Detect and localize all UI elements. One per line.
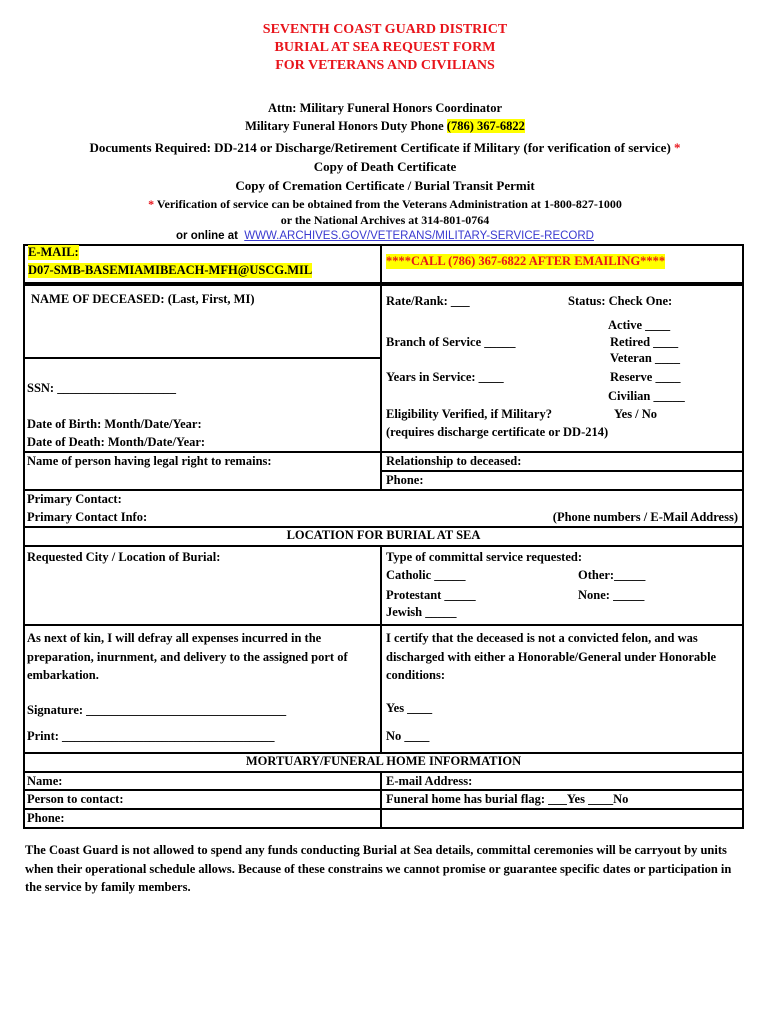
primary-contact-label: Primary Contact: bbox=[27, 492, 122, 506]
docs-required-text: Documents Required: DD-214 or Discharge/Retirement Certificate if Military (for verification of service) bbox=[89, 140, 671, 155]
asterisk: * bbox=[148, 197, 155, 211]
relationship-label: Relationship to deceased: bbox=[386, 454, 522, 468]
mortuary-name-label: Name: bbox=[27, 774, 63, 788]
certify-no[interactable]: No ____ bbox=[386, 729, 430, 743]
primary-info-hint: (Phone numbers / E-Mail Address) bbox=[552, 510, 738, 524]
title-line2: BURIAL AT SEA REQUEST FORM bbox=[274, 40, 496, 55]
committal-box[interactable] bbox=[380, 545, 744, 626]
kin-statement: As next of kin, I will defray all expenses incurred in the preparation, inurnment, and delivery to the assigned port of embarkation. bbox=[27, 631, 348, 682]
online-line bbox=[0, 228, 770, 243]
option-jewish[interactable]: Jewish _____ bbox=[386, 605, 457, 619]
duty-phone-line bbox=[0, 119, 770, 134]
mortuary-email-box[interactable] bbox=[380, 771, 744, 791]
burial-flag-box[interactable] bbox=[380, 789, 744, 810]
mortuary-person-box[interactable] bbox=[23, 789, 382, 810]
verify-line1 bbox=[0, 197, 770, 212]
burial-flag-label: Funeral home has burial flag: ___Yes ____No bbox=[386, 792, 629, 806]
status-civilian[interactable]: Civilian _____ bbox=[608, 389, 685, 403]
email-address[interactable]: D07-SMB-BASEMIAMIBEACH-MFH@USCG.MIL bbox=[28, 263, 313, 277]
title-line1: SEVENTH COAST GUARD DISTRICT bbox=[262, 22, 508, 37]
certify-statement: I certify that the deceased is not a convicted felon, and was discharged with either a Honorable/General under Honorable conditions: bbox=[386, 631, 717, 682]
mortuary-email-label: E-mail Address: bbox=[386, 774, 473, 788]
title-line3: FOR VETERANS AND CIVILIANS bbox=[275, 58, 495, 73]
mortuary-header-text: MORTUARY/FUNERAL HOME INFORMATION bbox=[245, 754, 522, 768]
legal-box[interactable] bbox=[23, 451, 382, 491]
duty-phone-label: Military Funeral Honors Duty Phone bbox=[245, 119, 444, 133]
mortuary-phone-box[interactable] bbox=[23, 808, 382, 829]
rank-label: Rate/Rank: ___ bbox=[386, 294, 470, 308]
eligibility-label: Eligibility Verified, if Military? bbox=[386, 407, 552, 421]
doc-cremation-certificate: Copy of Cremation Certificate / Burial Transit Permit bbox=[235, 178, 535, 193]
next-of-kin-box bbox=[23, 624, 382, 754]
attn: Attn: Military Funeral Honors Coordinator bbox=[267, 101, 502, 115]
primary-info-label: Primary Contact Info: bbox=[27, 510, 148, 524]
option-none[interactable]: None: _____ bbox=[578, 588, 645, 602]
verify-text: Verification of service can be obtained from the Veterans Administration at 1-800-827-1000 bbox=[156, 197, 622, 211]
dob-label: Date of Birth: Month/Date/Year: bbox=[27, 417, 202, 431]
status-veteran[interactable]: Veteran ____ bbox=[610, 351, 681, 365]
online-label: or online at bbox=[176, 230, 238, 242]
mortuary-person-label: Person to contact: bbox=[27, 792, 124, 806]
verify-line2: or the National Archives at 314-801-0764 bbox=[280, 213, 490, 227]
city-label: Requested City / Location of Burial: bbox=[27, 550, 221, 564]
mortuary-phone-label: Phone: bbox=[27, 811, 65, 825]
empty-box bbox=[380, 808, 744, 829]
doc-death-certificate: Copy of Death Certificate bbox=[313, 159, 457, 174]
footer-note: The Coast Guard is not allowed to spend any funds conducting Burial at Sea details, committal ceremonies will be carryout by units when their operational schedule allows. Because of these constrains we cannot promise or guarantee specific dates or participation in the service by family members. bbox=[25, 843, 732, 894]
ssn-label: SSN: ___________________ bbox=[27, 381, 176, 395]
option-catholic[interactable]: Catholic _____ bbox=[386, 568, 466, 582]
docs-required bbox=[0, 140, 770, 156]
email-box bbox=[23, 244, 382, 284]
certify-box bbox=[380, 624, 744, 754]
mortuary-header bbox=[23, 752, 744, 773]
eligibility-yes-no[interactable]: Yes / No bbox=[614, 407, 658, 421]
status-retired[interactable]: Retired ____ bbox=[610, 335, 679, 349]
service-box[interactable] bbox=[380, 284, 744, 453]
dod-label: Date of Death: Month/Date/Year: bbox=[27, 435, 206, 449]
legal-phone-label: Phone: bbox=[386, 473, 424, 487]
option-other[interactable]: Other:_____ bbox=[578, 568, 646, 582]
archives-link[interactable]: WWW.ARCHIVES.GOV/VETERANS/MILITARY-SERVICE-RECORD bbox=[244, 230, 594, 242]
status-active[interactable]: Active ____ bbox=[608, 318, 671, 332]
deceased-name-label: NAME OF DECEASED: (Last, First, MI) bbox=[31, 292, 255, 306]
signature-field[interactable]: Signature: ________________________________ bbox=[27, 703, 287, 717]
legal-name-label: Name of person having legal right to remains: bbox=[27, 454, 272, 468]
primary-contact-box[interactable] bbox=[23, 489, 744, 528]
committal-type-label: Type of committal service requested: bbox=[386, 550, 583, 564]
eligibility-note: (requires discharge certificate or DD-214) bbox=[386, 425, 609, 439]
location-header-text: LOCATION FOR BURIAL AT SEA bbox=[286, 528, 481, 542]
status-reserve[interactable]: Reserve ____ bbox=[610, 370, 681, 384]
city-box[interactable] bbox=[23, 545, 382, 626]
years-label: Years in Service: ____ bbox=[386, 370, 504, 384]
certify-yes[interactable]: Yes ____ bbox=[386, 701, 433, 715]
option-protestant[interactable]: Protestant _____ bbox=[386, 588, 476, 602]
legal-phone-box[interactable] bbox=[380, 470, 744, 491]
location-header bbox=[23, 526, 744, 547]
branch-label: Branch of Service _____ bbox=[386, 335, 516, 349]
relationship-box[interactable] bbox=[380, 451, 744, 472]
ssn-dates-box[interactable] bbox=[23, 357, 382, 453]
print-field[interactable]: Print: __________________________________ bbox=[27, 729, 275, 743]
email-label: E-MAIL: bbox=[28, 245, 79, 259]
call-box bbox=[380, 244, 744, 284]
asterisk: * bbox=[674, 140, 681, 155]
call-instruction: ****CALL (786) 367-6822 AFTER EMAILING**** bbox=[386, 254, 666, 268]
mortuary-name-box[interactable] bbox=[23, 771, 382, 791]
deceased-name-box[interactable] bbox=[23, 284, 382, 359]
status-label: Status: Check One: bbox=[568, 294, 673, 308]
duty-phone: (786) 367-6822 bbox=[446, 119, 525, 133]
